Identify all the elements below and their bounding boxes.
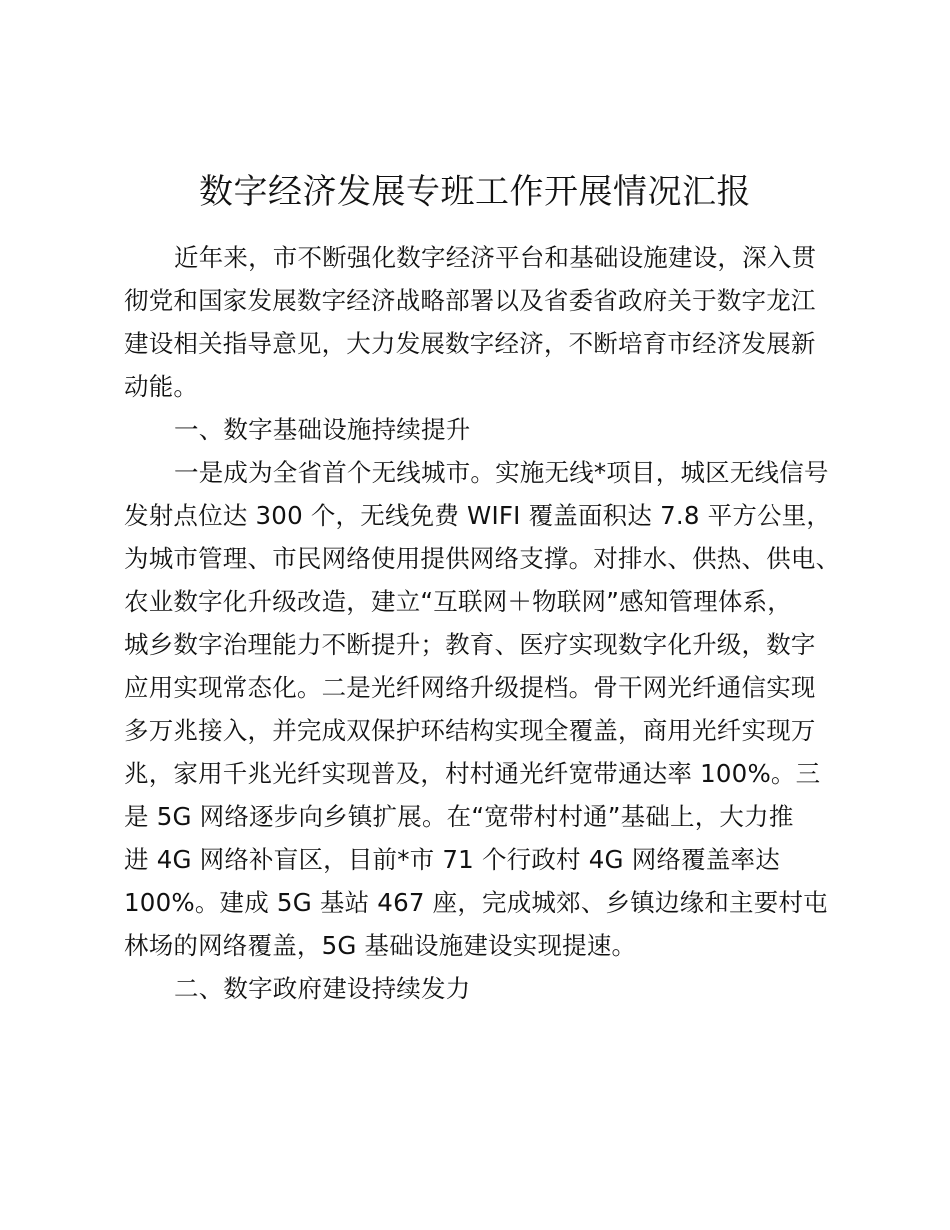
intro-paragraph-line: 近年来，市不断强化数字经济平台和基础设施建设，深入贯	[174, 243, 817, 272]
section-1-paragraph-line: 发射点位达 300 个，无线免费 WIFI 覆盖面积达 7.8 平方公里，	[124, 501, 832, 530]
section-1-paragraph-line: 应用实现常态化。二是光纤网络升级提档。骨干网光纤通信实现	[124, 673, 816, 702]
section-1-paragraph-line: 为城市管理、市民网络使用提供网络支撑。对排水、供热、供电、	[124, 544, 841, 573]
section-1-paragraph-line: 兆，家用千兆光纤实现普及，村村通光纤宽带通达率 100%。三	[124, 759, 821, 788]
section-1-paragraph-line: 农业数字化升级改造，建立“互联网＋物联网”感知管理体系，	[124, 587, 792, 616]
section-heading-1: 一、数字基础设施持续提升	[174, 415, 471, 444]
section-1-paragraph-line: 林场的网络覆盖，5G 基础设施建设实现提速。	[124, 931, 637, 960]
intro-paragraph-line: 建设相关指导意见，大力发展数字经济，不断培育市经济发展新	[124, 329, 816, 358]
section-1-paragraph-line: 100%。建成 5G 基站 467 座，完成城郊、乡镇边缘和主要村屯	[124, 888, 828, 917]
document-title: 数字经济发展专班工作开展情况汇报	[199, 172, 751, 212]
document-body	[124, 236, 841, 1010]
intro-paragraph-line: 彻党和国家发展数字经济战略部署以及省委省政府关于数字龙江	[124, 286, 816, 315]
section-1-paragraph-line: 城乡数字治理能力不断提升；教育、医疗实现数字化升级，数字	[124, 630, 816, 659]
section-1-paragraph-line: 进 4G 网络补盲区，目前*市 71 个行政村 4G 网络覆盖率达	[124, 845, 780, 874]
section-1-paragraph-line: 是 5G 网络逐步向乡镇扩展。在“宽带村村通”基础上，大力推	[124, 802, 794, 831]
intro-paragraph-line: 动能。	[124, 372, 199, 401]
section-heading-2: 二、数字政府建设持续发力	[174, 974, 471, 1003]
section-1-paragraph-line: 多万兆接入，并完成双保护环结构实现全覆盖，商用光纤实现万	[124, 716, 816, 745]
section-1-paragraph-line: 一是成为全省首个无线城市。实施无线*项目，城区无线信号	[174, 458, 829, 487]
